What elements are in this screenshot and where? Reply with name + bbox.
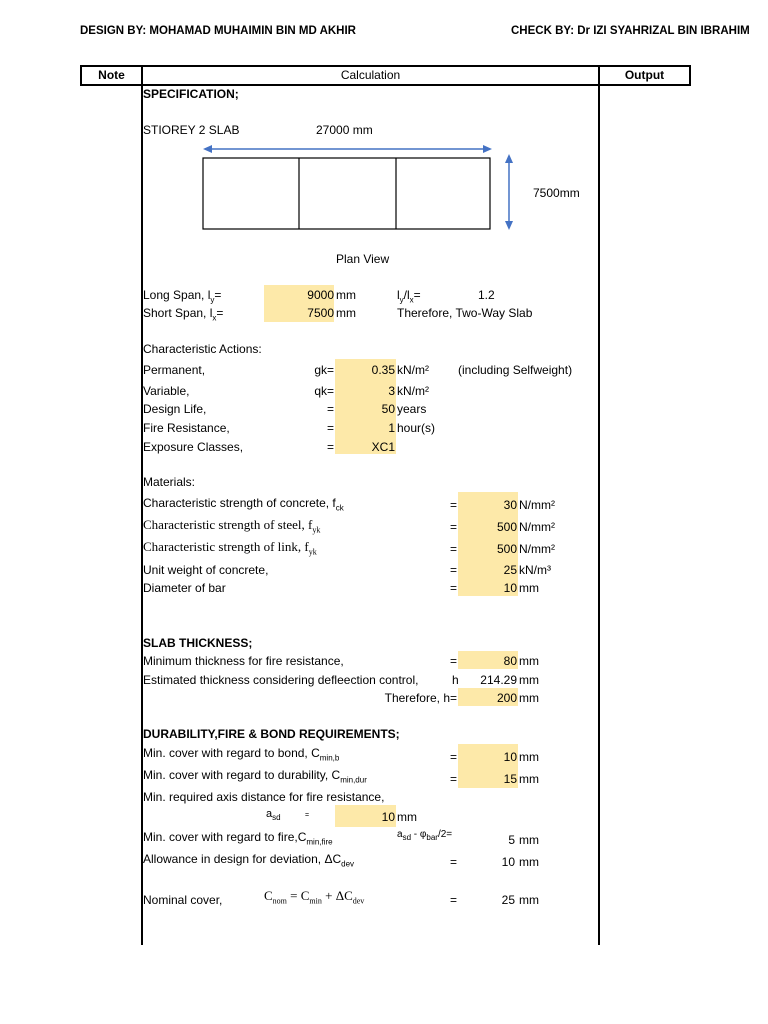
fire-thickness-label: Minimum thickness for fire resistance,	[143, 654, 344, 668]
plan-view-drawing	[195, 140, 525, 240]
bond-cover-eq: =	[450, 750, 458, 764]
long-span-value: 9000	[307, 288, 334, 302]
therefore-h-label: Therefore, h=	[384, 691, 457, 705]
col-output-header: Output	[624, 68, 665, 82]
unit-weight-eq: =	[450, 563, 458, 577]
fck-eq: =	[450, 498, 458, 512]
durability-cover-label: Min. cover with regard to durability, $C_{min,dur}$	[143, 768, 367, 785]
col-calc-header: Calculation	[340, 68, 401, 82]
fck-label: Characteristic strength of concrete, $f_{ck}$	[143, 496, 344, 513]
depth-arrow-top	[505, 154, 513, 163]
fire-cover-label: Min. cover with regard to $fire,C_{min,fire}$	[143, 830, 333, 847]
design-life-label: Design Life,	[143, 402, 207, 416]
asd-unit: mm	[397, 810, 417, 824]
deviation-unit: mm	[519, 855, 539, 869]
fyk-value: 500	[496, 520, 517, 534]
fyk-eq: =	[450, 520, 458, 534]
fyk-unit: N/mm²	[519, 520, 555, 534]
actions-title: Characteristic Actions:	[143, 342, 262, 356]
link-eq: =	[450, 542, 458, 556]
unit-weight-label: Unit weight of concrete,	[143, 563, 269, 577]
nominal-cover-value: 25	[501, 893, 515, 907]
bond-cover-label: Min. cover with regard to bond, $C_{min,b}$	[143, 746, 340, 763]
depth-arrow-bottom	[505, 221, 513, 230]
design-life-sym: =	[326, 402, 334, 416]
span-arrow-left	[203, 145, 212, 153]
spec-title: SPECIFICATION;	[143, 87, 239, 101]
durability-cover-value: 15	[503, 772, 517, 786]
deflection-unit: mm	[519, 673, 539, 687]
fire-thickness-eq: =	[450, 654, 458, 668]
bar-diameter-unit: mm	[519, 581, 539, 595]
fire-resistance-label: Fire Resistance,	[143, 421, 230, 435]
action-permanent-label: Permanent,	[143, 363, 206, 377]
fire-cover-value: 5	[508, 833, 515, 847]
long-span-label: Long Span, $l_y=$	[143, 288, 222, 305]
action-permanent-sym: gk=	[314, 363, 334, 377]
design-life-value: 50	[381, 402, 395, 416]
short-span-label: Short Span, $l_x=$	[143, 306, 224, 323]
therefore-h-unit: mm	[519, 691, 539, 705]
durability-cover-eq: =	[450, 772, 458, 786]
unit-weight-value: 25	[503, 563, 517, 577]
ratio-value: 1.2	[478, 288, 495, 302]
action-variable-label: Variable,	[143, 384, 190, 398]
check-by: CHECK BY: Dr IZI SYAHRIZAL BIN IBRAHIM	[511, 25, 750, 37]
link-label: Characteristic strength of link, $f_{yk}$	[143, 539, 317, 557]
fire-thickness-value: 80	[503, 654, 517, 668]
long-span-unit: mm	[336, 288, 356, 302]
fck-value: 30	[503, 498, 517, 512]
exposure-value: XC1	[371, 440, 395, 454]
ratio-label: $l_y/l_x=$	[397, 288, 421, 305]
link-value: 500	[496, 542, 517, 556]
slab-outline	[203, 158, 490, 229]
fire-resistance-value: 1	[388, 421, 395, 435]
bond-cover-unit: mm	[519, 750, 539, 764]
thickness-title: SLAB THICKNESS;	[143, 636, 253, 650]
link-unit: N/mm²	[519, 542, 555, 556]
action-variable-value: 3	[388, 384, 395, 398]
exposure-label: Exposure Classes,	[143, 440, 244, 454]
nominal-cover-eq: =	[450, 893, 458, 907]
span-total: 27000 mm	[316, 123, 373, 137]
short-span-unit: mm	[336, 306, 356, 320]
bar-diameter-eq: =	[450, 581, 458, 595]
action-permanent-value: 0.35	[371, 363, 395, 377]
materials-title: Materials:	[143, 475, 196, 489]
durability-title: DURABILITY,FIRE & BOND REQUIREMENTS;	[143, 727, 400, 741]
fck-unit: N/mm²	[519, 498, 555, 512]
action-permanent-unit: kN/m²	[397, 363, 429, 377]
bar-diameter-label: Diameter of bar	[143, 581, 226, 595]
asd-symbol: $a_{sd}$	[266, 808, 281, 823]
nominal-cover-label: Nominal cover,	[143, 893, 223, 907]
table-right-border	[689, 65, 691, 86]
plan-view-label: Plan View	[336, 252, 390, 266]
unit-weight-unit: kN/m³	[519, 563, 551, 577]
fyk-label: Characteristic strength of steel, $f_{yk}$	[143, 517, 321, 535]
asd-eq: =	[305, 812, 310, 819]
deflection-label: Estimated thickness considering defleection control,	[143, 673, 419, 687]
short-span-value: 7500	[307, 306, 334, 320]
durability-cover-unit: mm	[519, 772, 539, 786]
slab-label: STIOREY 2 SLAB	[143, 123, 240, 137]
output-column-divider	[598, 65, 600, 945]
fire-cover-unit: mm	[519, 833, 539, 847]
nominal-cover-unit: mm	[519, 893, 539, 907]
nominal-cover-formula: $C_{nom} = C_{min} + \Delta C_{dev}$	[264, 888, 365, 906]
fire-resistance-sym: =	[326, 421, 334, 435]
fire-cover-formula: $a_{sd} - \varphi_{bar}/2=$	[397, 829, 453, 842]
fire-resistance-unit: hour(s)	[397, 421, 436, 435]
exposure-sym: =	[326, 440, 334, 454]
action-variable-unit: kN/m²	[397, 384, 429, 398]
bar-diameter-value: 10	[503, 581, 517, 595]
therefore-h-value: 200	[496, 691, 517, 705]
two-way-slab: Therefore, Two-Way Slab	[397, 306, 533, 320]
deviation-label: Allowance in design for deviation, $\Delta C_{dev}$	[143, 852, 355, 869]
deviation-eq: =	[450, 855, 458, 869]
design-life-unit: years	[397, 402, 427, 416]
deflection-sym: h	[452, 673, 459, 687]
axis-distance-label: Min. required axis distance for fire resistance,	[143, 790, 385, 804]
depth-label: 7500mm	[533, 186, 580, 200]
action-permanent-note: (including Selfweight)	[458, 363, 573, 377]
bond-cover-value: 10	[503, 750, 517, 764]
deviation-value: 10	[501, 855, 515, 869]
span-arrow-right	[483, 145, 492, 153]
deflection-value: 214.29	[480, 673, 517, 687]
asd-value: 10	[381, 810, 395, 824]
design-by: DESIGN BY: MOHAMAD MUHAIMIN BIN MD AKHIR	[80, 25, 356, 37]
action-variable-sym: qk=	[314, 384, 334, 398]
col-note-header: Note	[98, 68, 125, 82]
fire-thickness-unit: mm	[519, 654, 539, 668]
